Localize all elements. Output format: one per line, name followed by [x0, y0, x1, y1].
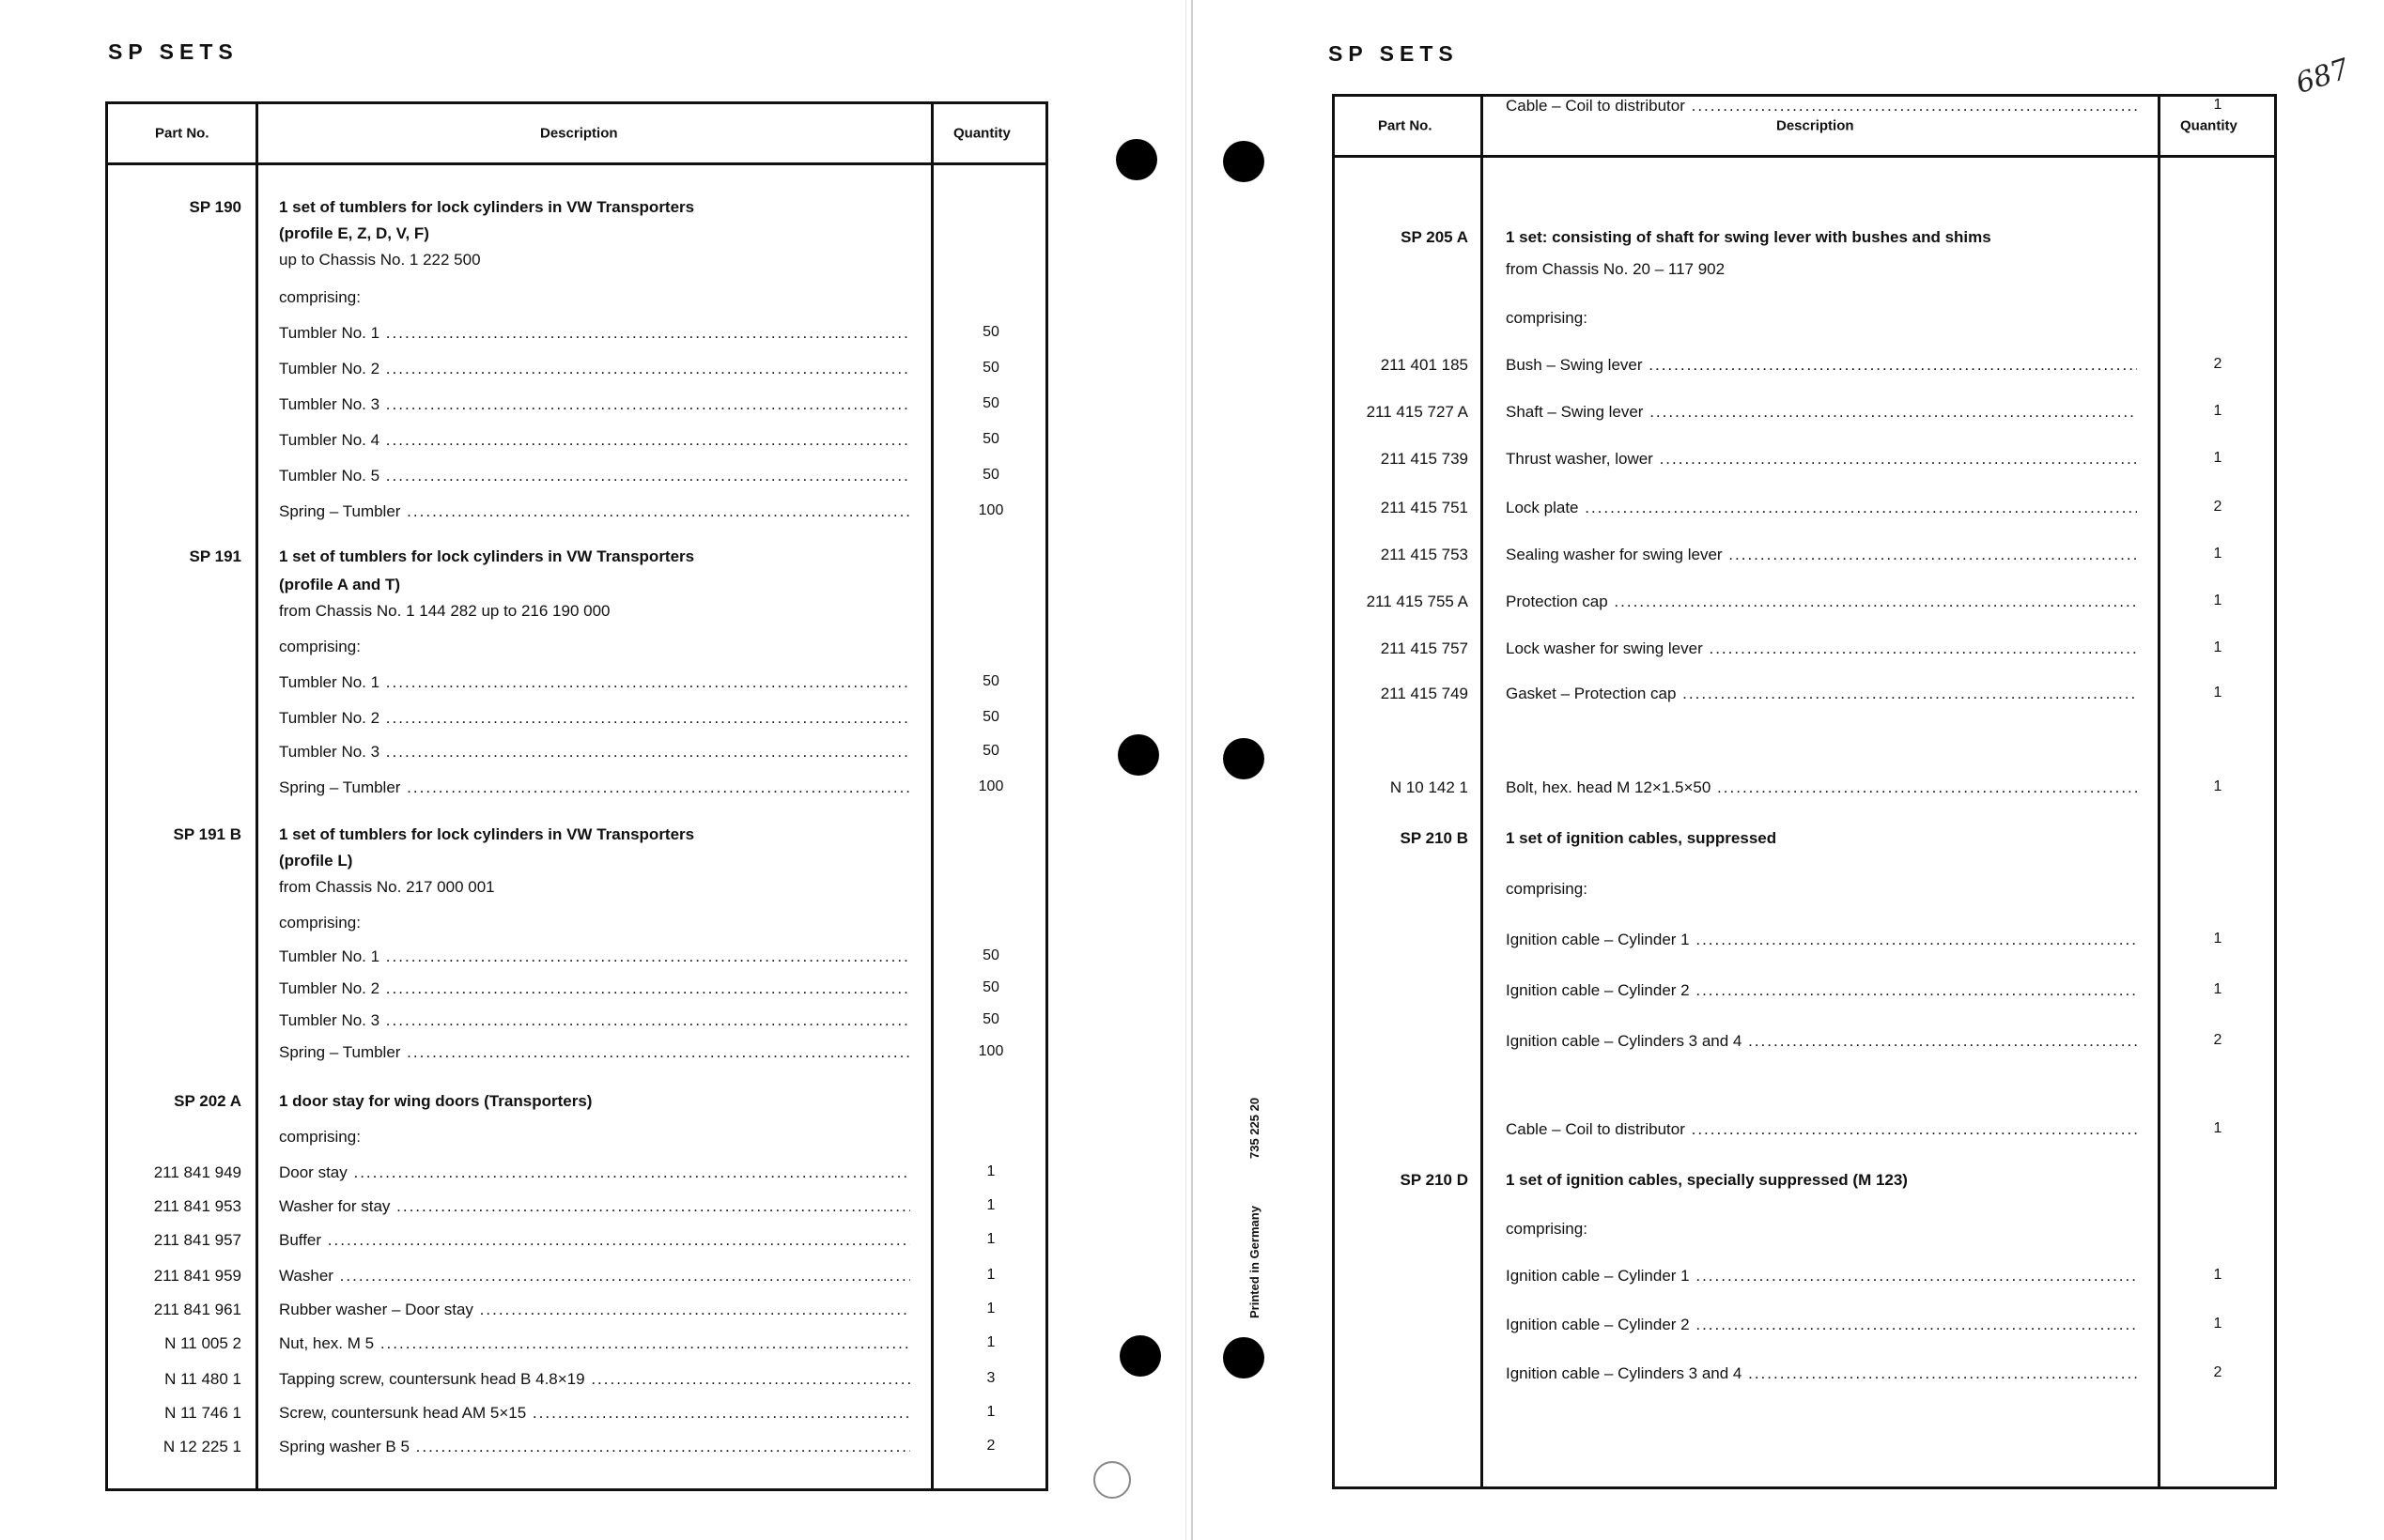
description: comprising:: [279, 1128, 361, 1146]
description: Tapping screw, countersunk head B 4.8×19 .....: [279, 1370, 910, 1389]
table-row: [108, 1438, 1045, 1462]
description: Ignition cable – Cylinders 3 and 4 .....: [1506, 1364, 2137, 1383]
part-number: N 11 746 1: [164, 1404, 241, 1422]
quantity: 2: [2213, 499, 2222, 515]
table-row: [108, 778, 1045, 803]
description: 1 door stay for wing doors (Transporters): [279, 1092, 593, 1110]
description: Rubber washer – Door stay .....: [279, 1301, 910, 1319]
table-row: [1335, 639, 2274, 664]
table-row: [1335, 880, 2274, 904]
description: Tumbler No. 1 .....: [279, 324, 910, 343]
part-number: 211 841 961: [153, 1301, 241, 1318]
description: Tumbler No. 2 .....: [279, 979, 910, 998]
quantity: 1: [986, 1163, 996, 1179]
quantity: 1: [986, 1267, 996, 1283]
quantity: 3: [986, 1370, 996, 1386]
table-row: [108, 1043, 1045, 1068]
right-page: [1195, 0, 2384, 1540]
description: Tumbler No. 1 .....: [279, 947, 910, 966]
page-title: SP SETS: [108, 39, 239, 64]
description: Cable – Coil to distributor .....: [1506, 97, 2137, 116]
table-row: [1335, 97, 2274, 121]
quantity: 50: [983, 947, 999, 963]
description: Tumbler No. 2 .....: [279, 709, 910, 728]
table-row: [108, 360, 1045, 384]
header-description: Description: [540, 125, 618, 142]
description: Buffer .....: [279, 1231, 910, 1250]
table-row: [1335, 356, 2274, 380]
description: Door stay .....: [279, 1163, 910, 1182]
table-row: [108, 467, 1045, 491]
table-row: [108, 502, 1045, 527]
table-row: [108, 1267, 1045, 1291]
description: 1 set: consisting of shaft for swing lever with bushes and shims: [1506, 228, 1991, 246]
left-page: [0, 0, 1191, 1540]
header-quantity: Quantity: [2180, 117, 2237, 134]
quantity: 1: [2213, 981, 2222, 997]
table-row: [1335, 1267, 2274, 1291]
description: comprising:: [279, 638, 361, 655]
description: (profile A and T): [279, 576, 401, 593]
page-title: SP SETS: [1328, 41, 1459, 66]
quantity: 1: [2213, 546, 2222, 562]
table-row: [108, 979, 1045, 1004]
part-number: 211 415 727 A: [1366, 403, 1468, 421]
header-quantity: Quantity: [953, 125, 1011, 142]
part-number: 211 415 753: [1380, 546, 1468, 563]
quantity: 1: [986, 1197, 996, 1213]
quantity: 2: [986, 1438, 996, 1454]
header-part-no: Part No.: [155, 125, 209, 142]
punch-hole: [1120, 1335, 1161, 1377]
description: Tumbler No. 2 .....: [279, 360, 910, 378]
quantity: 1: [2213, 1267, 2222, 1283]
table-row: [108, 1011, 1045, 1036]
table-row: [108, 1404, 1045, 1428]
quantity: 1: [986, 1334, 996, 1350]
description: Shaft – Swing lever .....: [1506, 403, 2137, 422]
description: from Chassis No. 1 144 282 up to 216 190 000: [279, 602, 611, 620]
table-row: [108, 251, 1045, 275]
part-number: 211 415 751: [1380, 499, 1468, 516]
parts-table-right: [1332, 94, 2277, 1489]
description: Gasket – Protection cap .....: [1506, 685, 2137, 703]
quantity: 50: [983, 743, 999, 759]
part-number: 211 841 953: [153, 1197, 241, 1215]
table-row: [108, 947, 1045, 972]
description: Lock plate .....: [1506, 499, 2137, 517]
table-row: [1335, 1316, 2274, 1340]
table-row: [1335, 260, 2274, 285]
quantity: 1: [2213, 450, 2222, 466]
description: from Chassis No. 217 000 001: [279, 878, 495, 896]
table-row: [108, 198, 1045, 223]
description: Protection cap .....: [1506, 593, 2137, 611]
quantity: 1: [2213, 403, 2222, 419]
header-part-no: Part No.: [1378, 117, 1432, 134]
description: up to Chassis No. 1 222 500: [279, 251, 481, 269]
quantity: 2: [2213, 1032, 2222, 1048]
table-row: [1335, 450, 2274, 474]
header-description: Description: [1776, 117, 1854, 134]
description: comprising:: [279, 914, 361, 932]
page-fold: [1185, 0, 1186, 1540]
description: (profile L): [279, 852, 353, 870]
table-row: [108, 1197, 1045, 1222]
description: 1 set of ignition cables, specially suppressed (M 123): [1506, 1171, 1908, 1189]
table-row: [108, 673, 1045, 698]
description: Spring – Tumbler .....: [279, 778, 910, 797]
description: Sealing washer for swing lever .....: [1506, 546, 2137, 564]
description: Bush – Swing lever .....: [1506, 356, 2137, 375]
description: comprising:: [1506, 880, 1587, 898]
part-number: SP 210 D: [1400, 1171, 1468, 1189]
description: 1 set of tumblers for lock cylinders in VW Transporters: [279, 198, 695, 216]
description: Screw, countersunk head AM 5×15 .....: [279, 1404, 910, 1423]
part-number: 211 415 757: [1380, 639, 1468, 657]
quantity: 1: [2213, 593, 2222, 608]
quantity: 1: [2213, 778, 2222, 794]
part-number: 211 841 959: [153, 1267, 241, 1285]
description: 1 set of ignition cables, suppressed: [1506, 829, 1777, 847]
description: 1 set of tumblers for lock cylinders in VW Transporters: [279, 547, 695, 565]
quantity: 1: [2213, 685, 2222, 701]
quantity: 2: [2213, 1364, 2222, 1380]
table-row: [108, 638, 1045, 662]
quantity: 2: [2213, 356, 2222, 372]
table-row: [1335, 685, 2274, 709]
quantity: 1: [986, 1404, 996, 1420]
table-row: [108, 709, 1045, 733]
table-row: [108, 324, 1045, 348]
table-row: [1335, 403, 2274, 427]
part-number: N 11 480 1: [164, 1370, 241, 1388]
table-row: [1335, 1171, 2274, 1195]
description: Tumbler No. 4 .....: [279, 431, 910, 450]
description: Ignition cable – Cylinders 3 and 4 .....: [1506, 1032, 2137, 1051]
table-row: [108, 914, 1045, 938]
table-row: [108, 1163, 1045, 1188]
table-row: [108, 395, 1045, 420]
part-number: N 11 005 2: [164, 1334, 241, 1352]
quantity: 100: [978, 502, 1004, 518]
quantity: 50: [983, 431, 999, 447]
description: Spring – Tumbler .....: [279, 1043, 910, 1062]
table-row: [108, 1092, 1045, 1116]
quantity: 50: [983, 360, 999, 376]
quantity: 50: [983, 395, 999, 411]
description: comprising:: [1506, 1220, 1587, 1238]
quantity: 50: [983, 979, 999, 995]
quantity: 1: [2213, 97, 2222, 113]
table-row: [108, 547, 1045, 572]
table-row: [1335, 1220, 2274, 1244]
printed-in-germany: Printed in Germany: [1247, 1206, 1262, 1318]
description: (profile E, Z, D, V, F): [279, 224, 429, 242]
quantity: 1: [2213, 931, 2222, 947]
punch-hole: [1093, 1461, 1131, 1499]
table-row: [108, 1334, 1045, 1359]
part-number: N 10 142 1: [1389, 778, 1468, 796]
table-row: [108, 1370, 1045, 1394]
table-row: [1335, 981, 2274, 1006]
description: from Chassis No. 20 – 117 902: [1506, 260, 1726, 278]
description: Thrust washer, lower .....: [1506, 450, 2137, 469]
quantity: 50: [983, 673, 999, 689]
part-number: SP 191: [189, 547, 241, 565]
table-row: [108, 1128, 1045, 1152]
part-number: 211 415 755 A: [1366, 593, 1468, 610]
description: Spring washer B 5 .....: [279, 1438, 910, 1456]
table-row: [108, 602, 1045, 626]
punch-hole: [1116, 139, 1157, 180]
description: Tumbler No. 5 .....: [279, 467, 910, 485]
part-number: N 12 225 1: [163, 1438, 241, 1455]
quantity: 50: [983, 467, 999, 483]
page-fold: [1191, 0, 1193, 1540]
table-row: [1335, 1364, 2274, 1389]
table-row: [1335, 546, 2274, 570]
table-row: [108, 1301, 1045, 1325]
description: Lock washer for swing lever .....: [1506, 639, 2137, 658]
table-row: [108, 852, 1045, 876]
table-row: [1335, 309, 2274, 333]
table-row: [108, 288, 1045, 313]
part-number: 211 841 949: [153, 1163, 241, 1181]
quantity: 100: [978, 778, 1004, 794]
quantity: 1: [2213, 1120, 2222, 1136]
table-row: [1335, 1032, 2274, 1056]
table-row: [1335, 593, 2274, 617]
part-number: 211 401 185: [1380, 356, 1468, 374]
quantity: 1: [986, 1231, 996, 1247]
quantity: 50: [983, 324, 999, 340]
description: Ignition cable – Cylinder 1 .....: [1506, 931, 2137, 949]
part-number: SP 190: [189, 198, 241, 216]
description: Ignition cable – Cylinder 2 .....: [1506, 981, 2137, 1000]
description: comprising:: [279, 288, 361, 306]
punch-hole: [1118, 734, 1159, 776]
table-row: [1335, 499, 2274, 523]
table-row: [108, 576, 1045, 600]
table-row: [1335, 778, 2274, 803]
part-number: 211 841 957: [153, 1231, 241, 1249]
description: comprising:: [1506, 309, 1587, 327]
table-row: [1335, 228, 2274, 253]
quantity: 1: [2213, 639, 2222, 655]
table-row: [1335, 931, 2274, 955]
description: Nut, hex. M 5 .....: [279, 1334, 910, 1353]
description: Cable – Coil to distributor .....: [1506, 1120, 2137, 1139]
part-number: 211 415 749: [1380, 685, 1468, 702]
handwritten-page-number: 687: [2291, 53, 2354, 100]
table-row: [108, 224, 1045, 249]
description: Bolt, hex. head M 12×1.5×50 .....: [1506, 778, 2137, 797]
quantity: 100: [978, 1043, 1004, 1059]
part-number: SP 205 A: [1401, 228, 1468, 246]
table-row: [1335, 829, 2274, 854]
description: Tumbler No. 3 .....: [279, 395, 910, 414]
part-number: 211 415 739: [1380, 450, 1468, 468]
description: Tumbler No. 3 .....: [279, 743, 910, 762]
part-number: SP 202 A: [174, 1092, 241, 1110]
description: Washer for stay .....: [279, 1197, 910, 1216]
table-row: [1335, 1120, 2274, 1145]
part-number: SP 210 B: [1400, 829, 1468, 847]
table-row: [108, 825, 1045, 850]
print-code: 735 225 20: [1247, 1097, 1262, 1159]
description: Spring – Tumbler .....: [279, 502, 910, 521]
description: Ignition cable – Cylinder 2 .....: [1506, 1316, 2137, 1334]
quantity: 1: [986, 1301, 996, 1317]
table-header: [108, 104, 1045, 165]
table-row: [108, 431, 1045, 455]
part-number: SP 191 B: [173, 825, 241, 843]
quantity: 50: [983, 709, 999, 725]
description: 1 set of tumblers for lock cylinders in VW Transporters: [279, 825, 695, 843]
description: Tumbler No. 1 .....: [279, 673, 910, 692]
quantity: 1: [2213, 1316, 2222, 1332]
table-row: [108, 1231, 1045, 1255]
description: Ignition cable – Cylinder 1 .....: [1506, 1267, 2137, 1286]
description: Washer .....: [279, 1267, 910, 1286]
table-row: [108, 878, 1045, 902]
table-row: [108, 743, 1045, 767]
parts-table-left: [105, 101, 1048, 1491]
quantity: 50: [983, 1011, 999, 1027]
description: Tumbler No. 3 .....: [279, 1011, 910, 1030]
